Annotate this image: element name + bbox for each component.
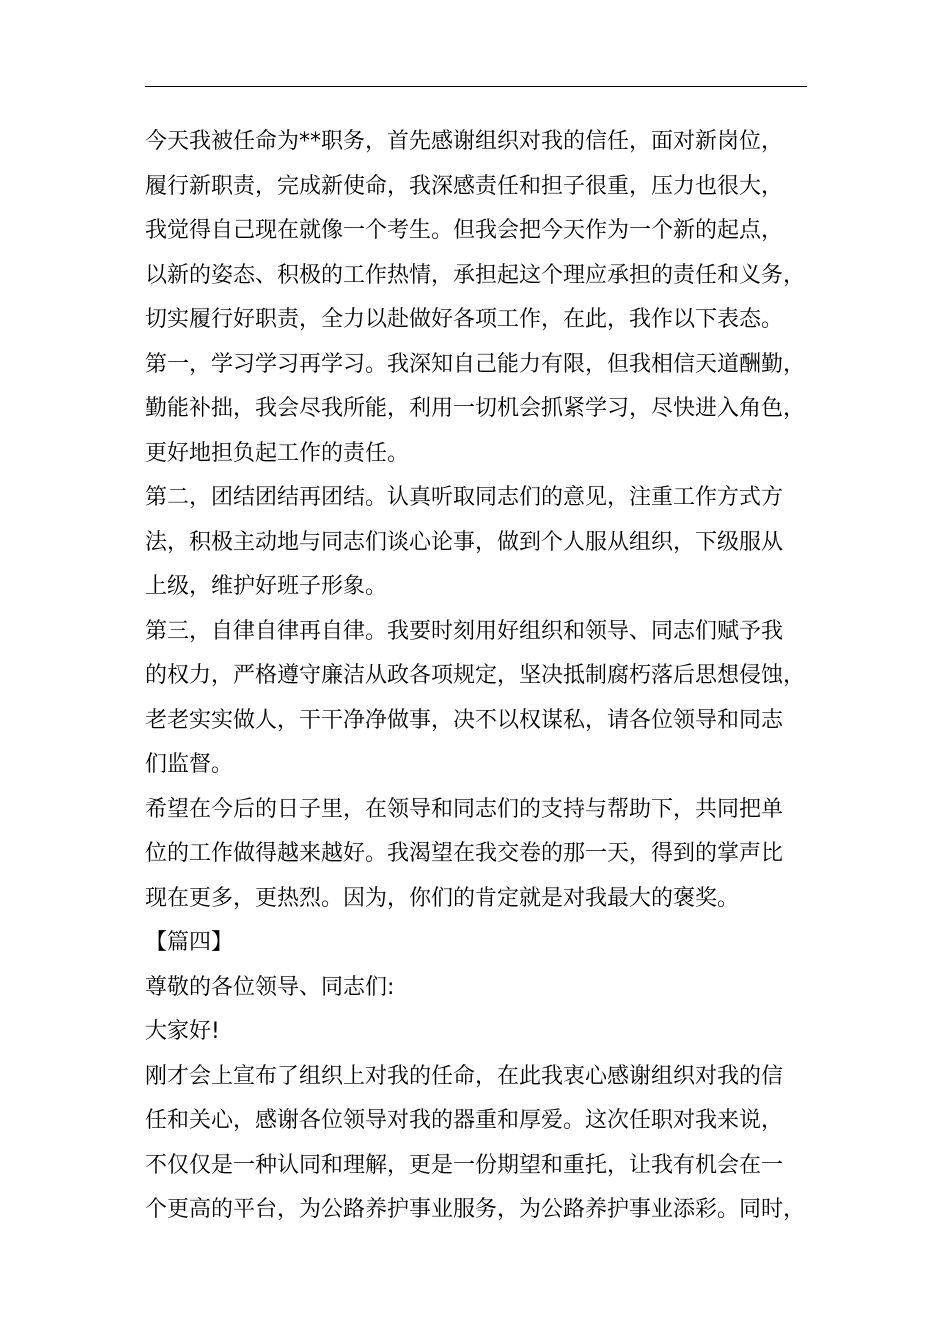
text-line: 勤能补拙，我会尽我所能，利用一切机会抓紧学习，尽快进入角色， [145, 396, 806, 421]
text-line: 第二，团结团结再团结。认真听取同志们的意见，注重工作方式方 [145, 485, 784, 510]
text-line: 任和关心，感谢各位领导对我的器重和厚爱。这次任职对我来说， [145, 1108, 784, 1133]
document-body [145, 120, 825, 1233]
text-line: 第一，学习学习再学习。我深知自己能力有限，但我相信天道酬勤， [145, 351, 806, 377]
salutation: 尊敬的各位领导、同志们: [145, 974, 395, 1000]
text-line: 上级，维护好班子形象。 [145, 574, 388, 599]
text-line: 以新的姿态、积极的工作热情，承担起这个理应承担的责任和义务， [145, 262, 806, 288]
text-line: 履行新职责，完成新使命，我深感责任和担子很重，压力也很大， [145, 173, 784, 199]
text-line: 刚才会上宣布了组织上对我的任命，在此我衷心感谢组织对我的信 [145, 1063, 784, 1089]
text-line: 们监督。 [145, 752, 234, 777]
text-line: 我觉得自己现在就像一个考生。但我会把今天作为一个新的起点， [145, 218, 784, 243]
text-line: 老老实实做人，干干净净做事，决不以权谋私，请各位领导和同志 [145, 707, 784, 733]
text-line: 更好地担负起工作的责任。 [145, 440, 410, 466]
text-line: 切实履行好职责，全力以赴做好各项工作，在此，我作以下表态。 [145, 307, 784, 332]
text-line: 现在更多，更热烈。因为，你们的肯定就是对我最大的褒奖。 [145, 885, 740, 911]
greeting: 大家好! [145, 1019, 220, 1044]
text-line: 的权力，严格遵守廉洁从政各项规定，坚决抵制腐朽落后思想侵蚀， [145, 663, 806, 688]
text-line: 第三，自律自律再自律。我要时刻用好组织和领导、同志们赋予我 [145, 618, 784, 644]
header-rule [145, 86, 807, 87]
text-line: 个更高的平台，为公路养护事业服务，为公路养护事业添彩。同时， [145, 1197, 806, 1222]
text-line: 今天我被任命为**职务，首先感谢组织对我的信任，面对新岗位， [145, 129, 784, 154]
text-line: 希望在今后的日子里，在领导和同志们的支持与帮助下，共同把单 [145, 796, 784, 822]
text-line: 位的工作做得越来越好。我渴望在我交卷的那一天，得到的掌声比 [145, 841, 784, 866]
text-line: 不仅仅是一种认同和理解，更是一份期望和重托，让我有机会在一 [145, 1152, 784, 1178]
text-line: 法，积极主动地与同志们谈心论事，做到个人服从组织，下级服从 [145, 529, 784, 555]
section-heading: 【篇四】 [145, 930, 234, 955]
